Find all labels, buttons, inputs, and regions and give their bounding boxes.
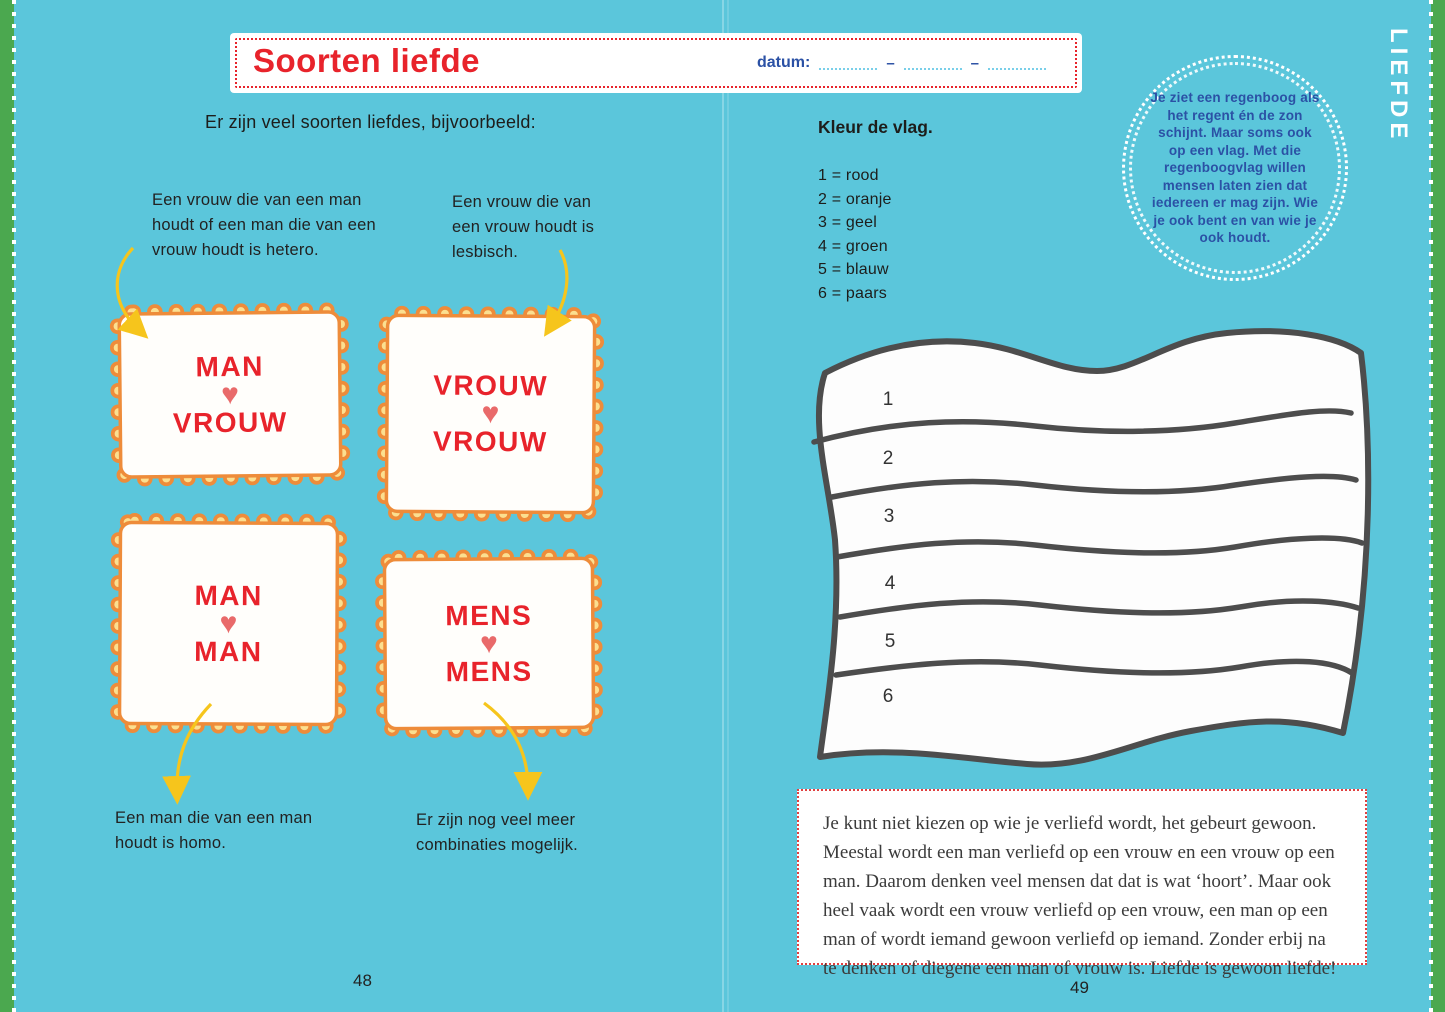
card-word: VROUW [433,369,549,402]
card-man-man [104,507,352,739]
color-flag-illustration[interactable] [795,325,1390,770]
stitch-dots-right [1429,0,1433,1012]
intro-text: Er zijn veel soorten liefdes, bijvoorbeeld: [205,112,536,132]
stripe-number: 5 [884,631,896,652]
annotation-hetero: Een vrouw die van een man houdt of een man die van een vrouw houdt is hetero. [152,191,376,259]
flag-svg [795,325,1390,770]
card-content [122,315,338,474]
date-month-line[interactable] [904,56,962,70]
annotation-lesbisch: Een vrouw die van een vrouw houdt is lesbisch. [452,193,595,261]
right-page-edge [1431,0,1445,1012]
rainbow-info-circle [1122,55,1348,281]
stitch-dots-left [12,0,16,1012]
date-label: datum: [756,54,811,71]
card-word: MAN [194,635,263,667]
stripe-number: 1 [882,389,894,410]
card-mens-mens [369,543,608,744]
card-content [387,561,590,725]
card-content [122,525,334,721]
title-banner [230,33,1082,93]
date-separator: – [886,54,895,72]
card-word: MENS [445,655,533,687]
stripe-number: 6 [882,686,894,707]
heart-icon: ♥ [220,377,240,411]
date-field [757,33,1046,93]
stripe-number: 2 [882,448,894,469]
book-fold-shadow [727,0,729,1012]
card-vrouw-vrouw [371,300,610,528]
card-man-vrouw [104,297,356,493]
flag-exercise-heading: Kleur de vlag. [818,117,933,137]
legend-item: 3 = geel [818,214,877,231]
page-number-right: 49 [1070,978,1089,997]
rainbow-info-text: Je ziet een regenboog als het regent én de zon schijnt. Maar soms ook op een vlag. Met die regenboogvlag willen mensen laten zien dat iedereen er mag zijn. Wie je ook bent en van wie je ook houdt. [1150,90,1320,246]
card-word: VROUW [172,405,288,439]
stripe-number: 3 [883,506,895,527]
card-word: MENS [445,599,533,631]
annotation-meer: Er zijn nog veel meer combinaties mogelijk. [416,811,578,854]
annotation-homo: Een man die van een man houdt is homo. [115,809,313,852]
legend-item: 4 = groen [818,237,888,255]
bottom-note-text: Je kunt niet kiezen op wie je verliefd wordt, het gebeurt gewoon. Meestal wordt een man verliefd op een vrouw en een vrouw op een man. Daarom denken veel mensen dat dat is wat ‘hoort’. Maar ook heel vaak wordt een vrouw verliefd op een vrouw, een man op een man of wordt iemand gewoon verliefd op iemand. Zonder erbij na te denken of diegene een man of vrouw is. Liefde is gewoon liefde! [823,813,1337,979]
card-word: VROUW [432,425,548,458]
card-content [389,318,591,509]
legend-item: 2 = oranje [818,190,892,208]
book-fold [722,0,724,1012]
legend-item: 5 = blauw [818,261,889,278]
color-legend [818,164,892,305]
legend-item: 1 = rood [818,167,879,184]
legend-item: 6 = paars [818,284,887,302]
bottom-note-box [797,789,1367,979]
heart-icon: ♥ [479,626,499,660]
section-tab-liefde: LIEFDE [1385,28,1412,144]
page-number-left: 48 [353,971,372,990]
heart-icon: ♥ [481,396,500,431]
card-word: MAN [195,350,264,382]
stripe-number: 4 [884,573,896,594]
date-separator: – [970,54,979,72]
left-page-edge [0,0,14,1012]
card-word: MAN [194,579,263,611]
heart-icon: ♥ [219,606,238,640]
page-title: Soorten liefde [253,42,481,79]
date-day-line[interactable] [819,56,877,70]
date-year-line[interactable] [988,56,1046,70]
